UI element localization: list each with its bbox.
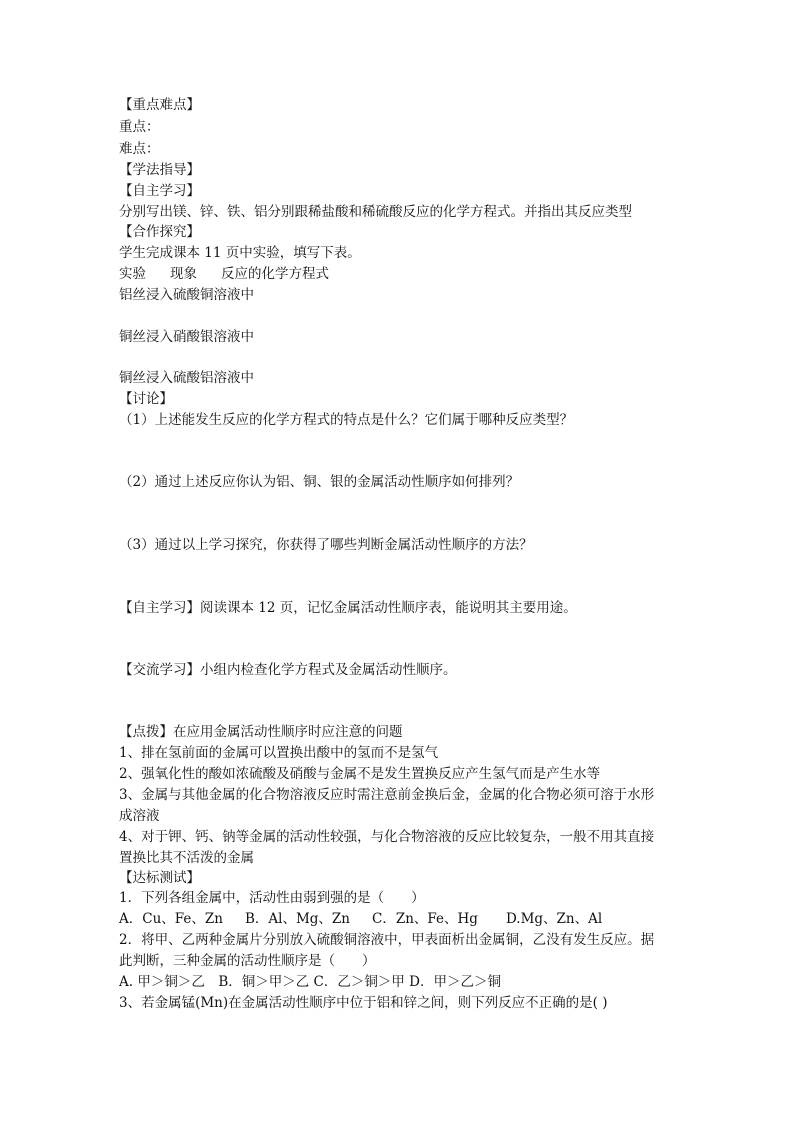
discussion-question-3: （3）通过以上学习探究，你获得了哪些判断金属活动性顺序的方法？	[119, 537, 533, 553]
question-3: 3、若金属锰(Mn)在金属活动性顺序中位于铝和锌之间，则下列反应不正确的是( )	[119, 995, 608, 1011]
table-header-equation: 反应的化学方程式	[221, 266, 329, 282]
question-1-options	[119, 909, 602, 929]
tip-line-3-cont: 成溶液	[119, 808, 160, 824]
self-study-text: 分别写出镁、锌、铁、铝分别跟稀盐酸和稀硫酸反应的化学方程式。并指出其反应类型	[119, 204, 632, 220]
table-header-experiment: 实验	[119, 266, 146, 282]
self-study-2: 【自主学习】阅读课本 12 页，记忆金属活动性顺序表，能说明其主要用途。	[119, 600, 577, 616]
test-heading: 【达标测试】	[119, 870, 200, 886]
experiment-row-1: 铝丝浸入硫酸铜溶液中	[119, 287, 254, 303]
question-2-options: A. 甲＞铜＞乙 B．铜＞甲＞乙 C．乙＞铜＞甲 D．甲＞乙＞铜	[119, 974, 501, 990]
table-header-phenomenon: 现象	[170, 266, 197, 282]
question-2-line-1: 2．将甲、乙两种金属片分别放入硫酸铜溶液中，甲表面析出金属铜，乙没有发生反应。据	[119, 932, 655, 948]
tip-line-1: 1、排在氢前面的金属可以置换出酸中的氢而不是氢气	[119, 745, 439, 761]
q1-option-c: C．Zn、Fe、Hg	[372, 911, 478, 927]
experiment-table-header	[119, 264, 329, 284]
q1-option-b: B．Al、Mg、Zn	[244, 911, 350, 927]
tip-line-4: 4、对于钾、钙、钠等金属的活动性较强，与化合物溶液的反应比较复杂，一般不用其直接	[119, 829, 655, 845]
cooperation-heading: 【合作探究】	[119, 224, 200, 240]
tip-line-4-cont: 置换比其不活泼的金属	[119, 850, 254, 866]
exchange-study: 【交流学习】小组内检查化学方程式及金属活动性顺序。	[119, 662, 457, 678]
self-study-heading: 【自主学习】	[119, 183, 200, 199]
discussion-heading: 【讨论】	[119, 391, 173, 407]
discussion-question-2: （2）通过上述反应你认为铝、铜、银的金属活动性顺序如何排列？	[119, 474, 520, 490]
q1-option-d: D.Mg、Zn、Al	[505, 911, 603, 927]
discussion-question-1: （1）上述能发生反应的化学方程式的特点是什么？它们属于哪种反应类型？	[119, 412, 574, 428]
key-point-label: 重点：	[119, 119, 160, 135]
difficulty-label: 难点：	[119, 141, 160, 157]
tips-heading: 【点拨】在应用金属活动性顺序时应注意的问题	[119, 724, 403, 740]
cooperation-text: 学生完成课本 11 页中实验，填写下表。	[119, 245, 361, 261]
experiment-row-2: 铜丝浸入硝酸银溶液中	[119, 329, 254, 345]
question-1: 1．下列各组金属中，活动性由弱到强的是（ ）	[119, 890, 425, 906]
question-2-line-2: 此判断，三种金属的活动性顺序是（ ）	[119, 953, 376, 969]
tip-line-2: 2、强氧化性的酸如浓硫酸及硝酸与金属不是发生置换反应产生氢气而是产生水等	[119, 766, 601, 782]
tip-line-3: 3、金属与其他金属的化合物溶液反应时需注意前金换后金，金属的化合物必须可溶于水形	[119, 787, 655, 803]
key-points-heading: 【重点难点】	[119, 97, 200, 113]
q1-option-a: A．Cu、Fe、Zn	[119, 911, 223, 927]
experiment-row-3: 铜丝浸入硫酸铝溶液中	[119, 370, 254, 386]
study-guide-heading: 【学法指导】	[119, 162, 200, 178]
